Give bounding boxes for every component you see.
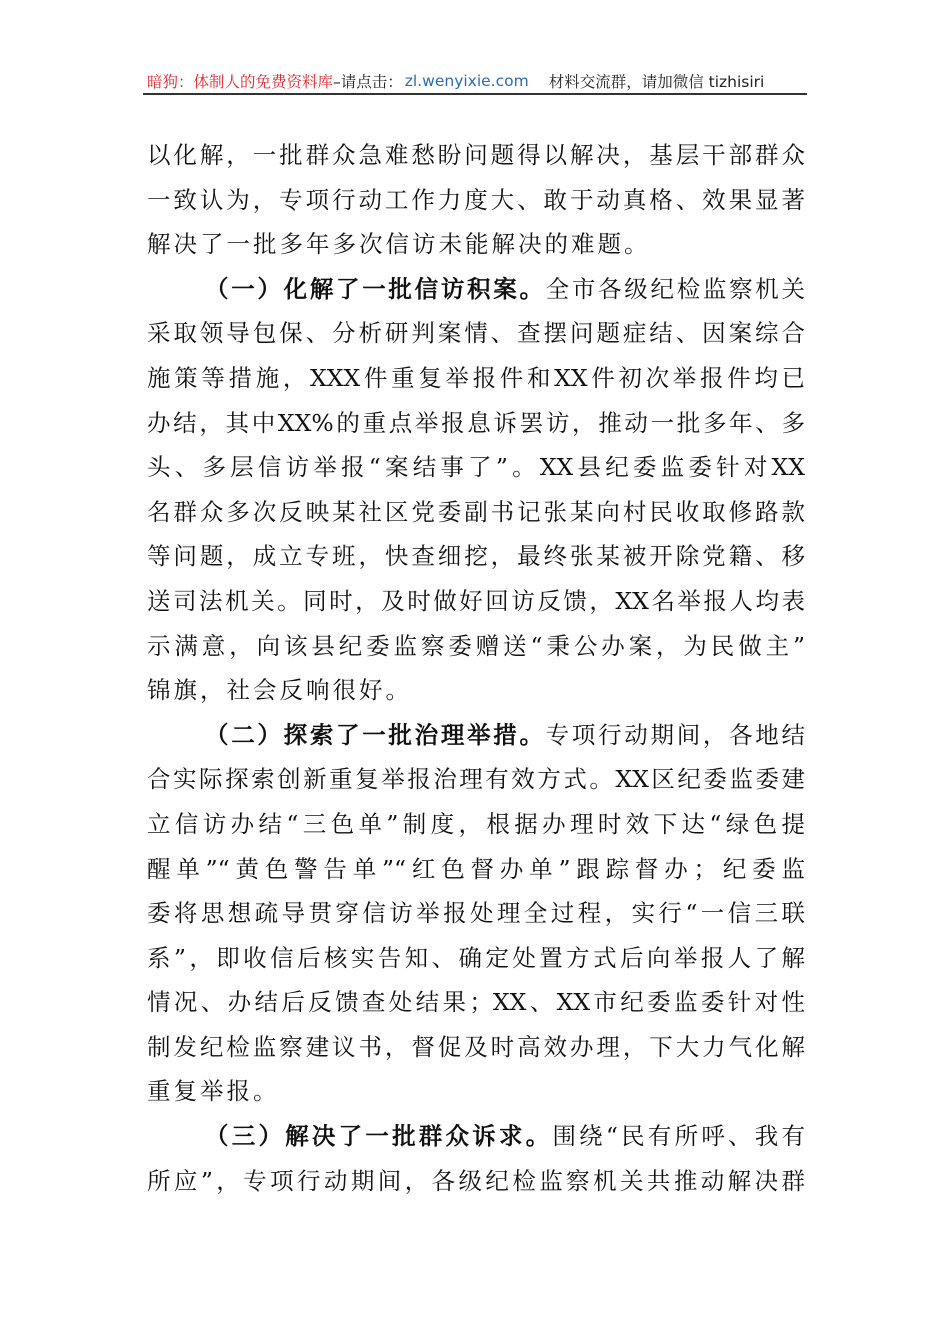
page-header — [147, 70, 807, 92]
text-line — [147, 891, 805, 936]
text-line — [147, 1114, 805, 1159]
text-line — [147, 490, 805, 535]
header-prompt: –请点击： — [333, 73, 403, 91]
text-line — [147, 1069, 805, 1114]
line-text: 系”，即收信后核实告知、确定处置方式后向举报人了解 — [147, 943, 805, 972]
line-text: 以化解，一批群众急难愁盼问题得以解决，基层干部群众 — [147, 141, 805, 169]
text-line — [147, 1159, 805, 1204]
text-line — [147, 356, 805, 401]
line-text: 示满意，向该县纪委监察委赠送“秉公办案，为民做主” — [147, 631, 805, 660]
text-line — [147, 713, 805, 758]
paragraph — [147, 713, 805, 1114]
text-line — [147, 936, 805, 981]
text-line — [147, 802, 805, 847]
paragraph — [147, 1114, 805, 1203]
text-line — [147, 133, 805, 178]
document-body — [147, 133, 805, 1203]
text-line — [147, 1025, 805, 1070]
line-text: 解决了一批多年多次信访未能解决的难题。 — [147, 230, 651, 259]
line-text: 办结，其中XX%的重点举报息诉罢访，推动一批多年、多 — [147, 408, 805, 437]
paragraph — [147, 133, 805, 267]
text-line — [147, 980, 805, 1025]
text-line — [147, 624, 805, 669]
header-divider — [143, 93, 807, 95]
section-heading: （二）探索了一批治理举措。 — [205, 720, 546, 749]
header-brand: 暗狗：体制人的免费资料库 — [147, 73, 334, 91]
line-text: 一致认为，专项行动工作力度大、敢于动真格、效果显著 — [147, 185, 805, 214]
line-text: 全市各级纪检监察机关 — [545, 274, 806, 303]
text-line — [147, 311, 805, 356]
text-line — [147, 757, 805, 802]
text-line — [147, 579, 805, 624]
line-text: 送司法机关。同时，及时做好回访反馈，XX名举报人均表 — [147, 586, 805, 615]
line-text: 合实际探索创新重复举报治理有效方式。XX区纪委监委建 — [147, 765, 805, 794]
line-text: 醒单”“黄色警告单”“红色督办单”跟踪督办；纪委监 — [147, 854, 805, 883]
line-text: 名群众多次反映某社区党委副书记张某向村民收取修路款 — [147, 497, 805, 526]
line-text: 制发纪检监察建议书，督促及时高效办理，下大力气化解 — [147, 1032, 805, 1061]
section-heading: （三）解决了一批群众诉求。 — [205, 1122, 553, 1151]
header-link[interactable]: zl.wenyixie.com — [404, 72, 529, 90]
text-line — [147, 222, 805, 267]
line-text: 情况、办结后反馈查处结果；XX、XX市纪委监委针对性 — [147, 988, 805, 1017]
line-text: 专项行动期间，各地结 — [545, 720, 806, 749]
line-text: 围绕“民有所呼、我有 — [552, 1122, 806, 1151]
line-text: 锦旗，社会反响很好。 — [147, 676, 412, 705]
line-text: 采取领导包保、分析研判案情、查摆问题症结、因案综合 — [147, 319, 805, 348]
text-line — [147, 401, 805, 446]
section-heading: （一）化解了一批信访积案。 — [205, 274, 546, 303]
text-line — [147, 534, 805, 579]
text-line — [147, 178, 805, 223]
header-wechat: 材料交流群，请加微信 tizhisiri — [548, 73, 765, 91]
text-line — [147, 267, 805, 312]
line-text: 等问题，成立专班，快查细挖，最终张某被开除党籍、移 — [147, 542, 805, 571]
line-text: 头、多层信访举报“案结事了”。XX县纪委监委针对XX — [147, 453, 805, 482]
line-text: 重复举报。 — [147, 1077, 280, 1106]
line-text: 施策等措施，XXX件重复举报件和XX件初次举报件均已 — [147, 363, 805, 392]
line-text: 所应”，专项行动期间，各级纪检监察机关共推动解决群 — [147, 1166, 805, 1195]
line-text: 立信访办结“三色单”制度，根据办理时效下达“绿色提 — [147, 809, 805, 838]
text-line — [147, 847, 805, 892]
text-line — [147, 445, 805, 490]
paragraph — [147, 267, 805, 713]
line-text: 委将思想疏导贯穿信访举报处理全过程，实行“一信三联 — [147, 899, 805, 928]
text-line — [147, 668, 805, 713]
